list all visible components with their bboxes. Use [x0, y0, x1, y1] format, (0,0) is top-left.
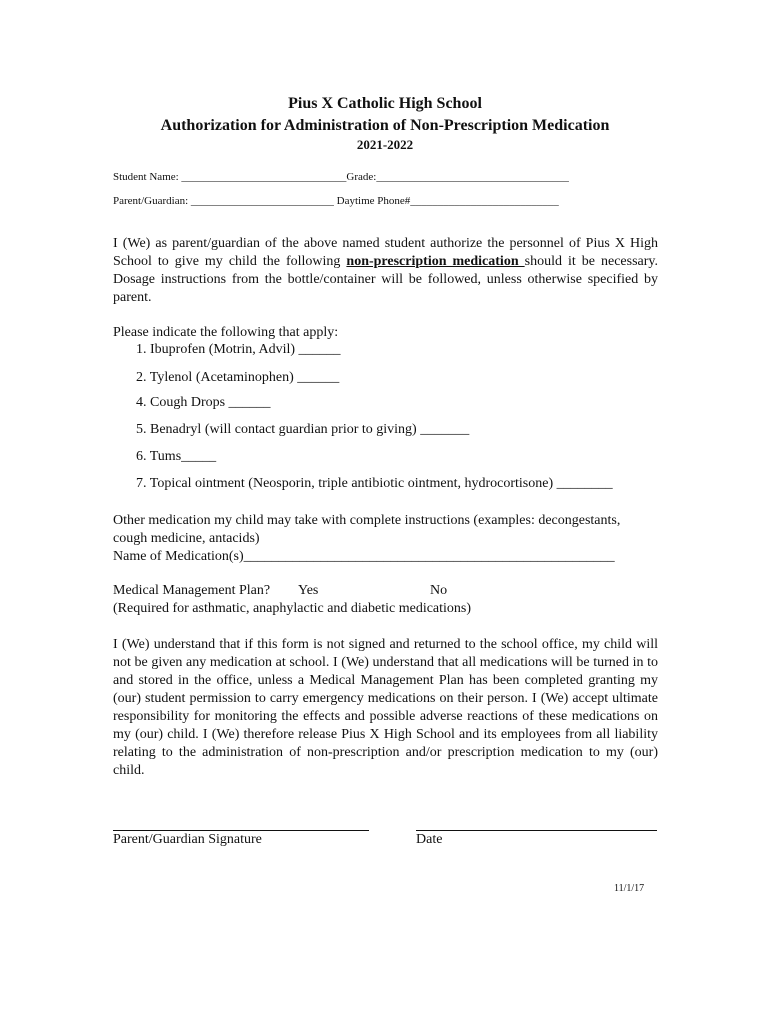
medication-name-field[interactable]: Name of Medication(s)_____________________________________________________ — [113, 549, 615, 564]
medication-item-tylenol[interactable]: 2. Tylenol (Acetaminophen) ______ — [136, 370, 340, 385]
plan-no-option[interactable]: No — [430, 583, 448, 598]
non-prescription-emphasis: non-prescription medication — [346, 254, 525, 269]
date-label: Date — [416, 832, 443, 847]
medication-item-benadryl[interactable]: 5. Benadryl (will contact guardian prior to giving) _______ — [136, 422, 470, 437]
parent-signature-line[interactable] — [113, 830, 369, 831]
list-intro: Please indicate the following that apply: — [113, 325, 339, 340]
medication-item-topical-ointment[interactable]: 7. Topical ointment (Neosporin, triple antibiotic ointment, hydrocortisone) ________ — [136, 476, 613, 491]
management-plan-row — [113, 582, 658, 600]
form-version-date: 11/1/17 — [614, 883, 645, 894]
student-name-grade-field[interactable]: Student Name: ______________________________Grade:___________________________________ — [113, 171, 569, 183]
parent-phone-field[interactable]: Parent/Guardian: __________________________ Daytime Phone#___________________________ — [113, 195, 559, 207]
intro-text-after: should it be necessary. Dosage instructions from the bottle/container will be followed, unless otherwise specified by parent. — [113, 254, 658, 305]
authorization-paragraph — [113, 235, 658, 307]
other-medication-text: Other medication my child may take with complete instructions (examples: decongestants, cough medicine, antacids) — [113, 513, 621, 546]
medication-item-ibuprofen[interactable]: 1. Ibuprofen (Motrin, Advil) ______ — [136, 342, 341, 357]
medication-item-cough-drops[interactable]: 4. Cough Drops ______ — [136, 395, 271, 410]
agreement-paragraph: I (We) understand that if this form is not signed and returned to the school office, my child will not be given any medication at school. I (We) understand that all medications will be turned in to and stored in the office, unless a Medical Management Plan has been completed granting my (our) student permission to carry emergency medications on their person. I (We) accept ultimate responsibility for monitoring the effects and possible adverse reactions of these medications on my (our) child. I (We) therefore release Pius X High School and its employees from all liability relating to the administration of non-prescription and/or prescription medication to my (our) child. — [113, 637, 658, 778]
intro-text-before: I (We) as parent/guardian of the above named student authorize the personnel of Pius X High School to give my child the following — [113, 236, 658, 269]
form-title: Authorization for Administration of Non-Prescription Medication — [160, 117, 610, 134]
parent-signature-label: Parent/Guardian Signature — [113, 832, 262, 847]
plan-yes-option[interactable]: Yes — [298, 583, 319, 598]
date-line[interactable] — [416, 830, 657, 831]
management-plan-label: Medical Management Plan? — [113, 583, 271, 598]
school-name: Pius X Catholic High School — [288, 95, 482, 112]
management-plan-note: (Required for asthmatic, anaphylactic and diabetic medications) — [113, 601, 472, 616]
medication-item-tums[interactable]: 6. Tums_____ — [136, 449, 217, 464]
school-year: 2021-2022 — [356, 137, 414, 152]
